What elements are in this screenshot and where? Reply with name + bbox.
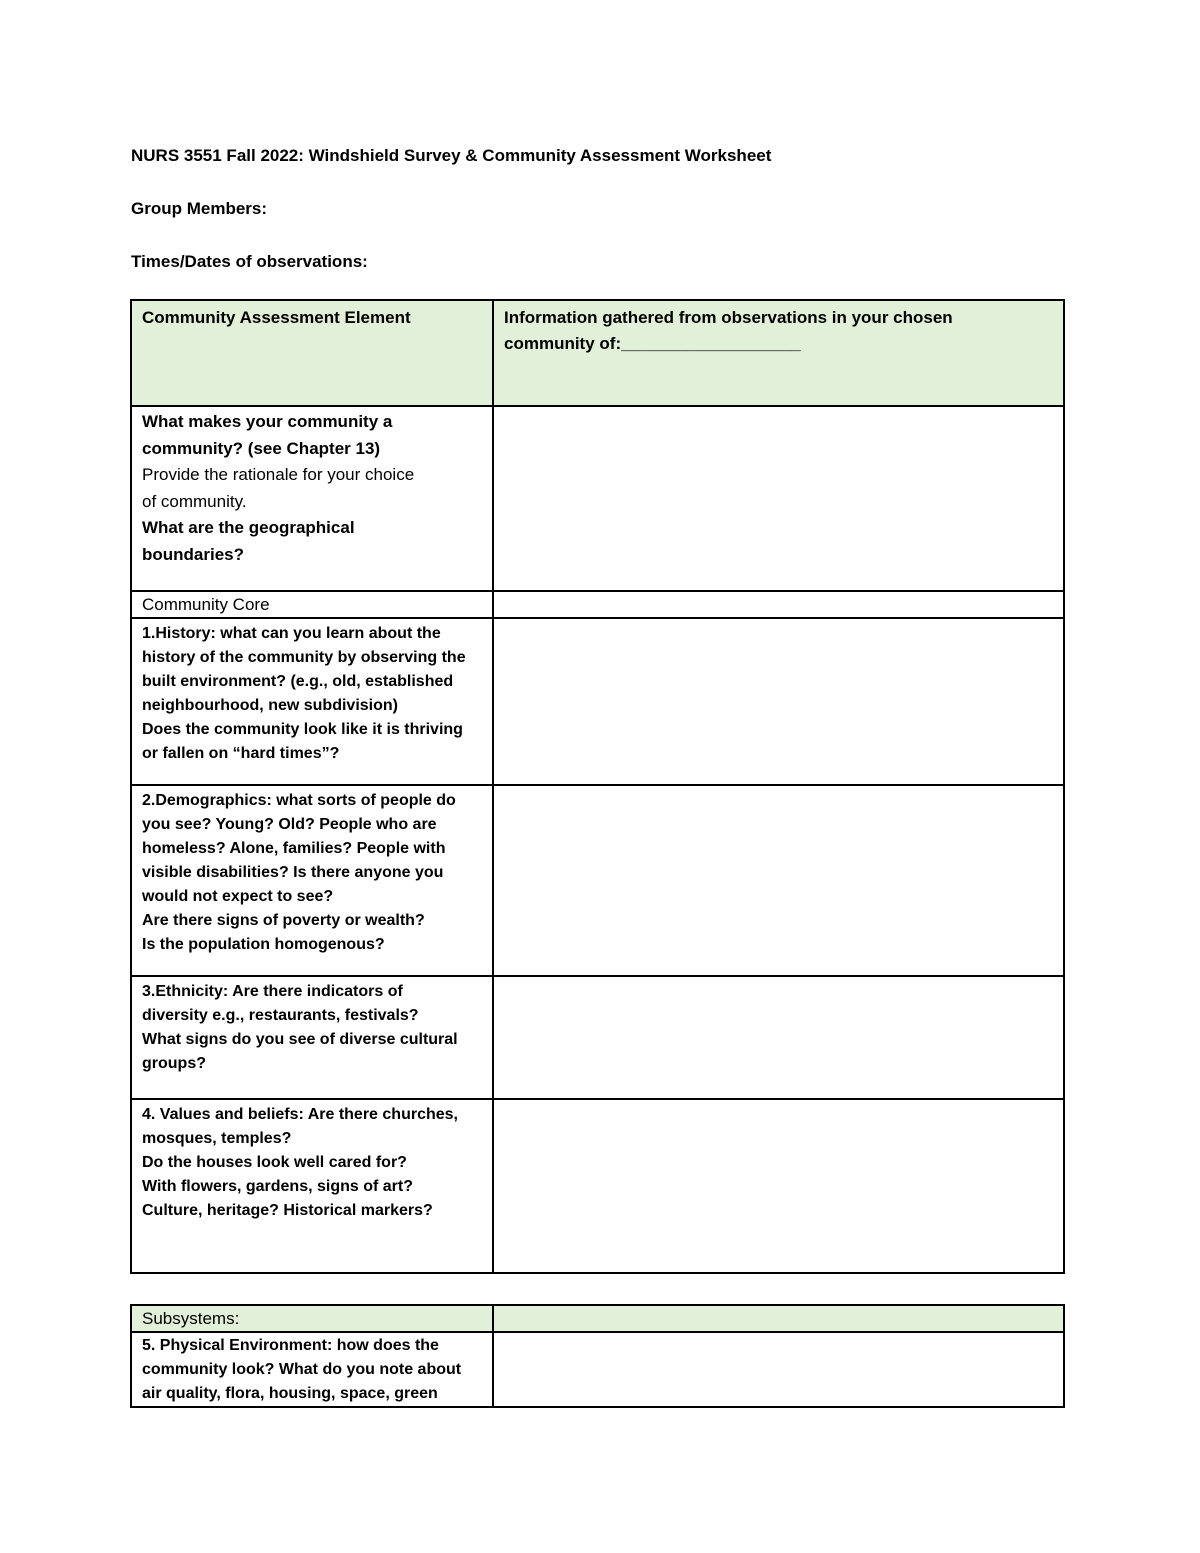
history-prompt-line4: neighbourhood, new subdivision) bbox=[142, 697, 398, 714]
values-prompt-cell bbox=[131, 1099, 493, 1273]
history-prompt-line3: built environment? (e.g., old, established bbox=[142, 673, 454, 690]
physical-prompt-line3: air quality, flora, housing, space, green bbox=[142, 1385, 438, 1402]
assessment-table bbox=[130, 299, 1065, 1274]
community-prompt-line6: boundaries? bbox=[142, 544, 245, 564]
community-prompt-line4: of community. bbox=[142, 491, 247, 511]
demographics-answer-cell[interactable] bbox=[493, 785, 1064, 976]
subsystems-label-cell bbox=[131, 1305, 493, 1332]
physical-prompt-line2: community look? What do you note about bbox=[142, 1361, 462, 1378]
times-dates-label: Times/Dates of observations: bbox=[131, 252, 368, 271]
table-header-row bbox=[131, 300, 1064, 406]
physical-prompt-cell bbox=[131, 1332, 493, 1407]
community-prompt-cell bbox=[131, 406, 493, 591]
demographics-prompt-line3: homeless? Alone, families? People with bbox=[142, 840, 446, 857]
header-information-line2: community of:___________________ bbox=[504, 334, 801, 353]
header-cell-information bbox=[493, 300, 1064, 406]
demographics-prompt-line2: you see? Young? Old? People who are bbox=[142, 816, 437, 833]
community-prompt-line5: What are the geographical bbox=[142, 518, 355, 537]
ethnicity-prompt-line4: groups? bbox=[142, 1055, 206, 1072]
table-row-values-beliefs bbox=[131, 1099, 1064, 1273]
ethnicity-answer-cell[interactable] bbox=[493, 976, 1064, 1099]
demographics-prompt-line7: Is the population homogenous? bbox=[142, 936, 385, 953]
header-element-label: Community Assessment Element bbox=[142, 308, 411, 327]
table-row-history bbox=[131, 618, 1064, 785]
ethnicity-prompt-line1: 3.Ethnicity: Are there indicators of bbox=[142, 983, 403, 1000]
values-prompt-line3: Do the houses look well cared for? bbox=[142, 1154, 407, 1171]
group-members-label: Group Members: bbox=[131, 199, 268, 218]
values-prompt-line1: 4. Values and beliefs: Are there churches, bbox=[142, 1106, 458, 1123]
community-prompt-line2: community? (see Chapter 13) bbox=[142, 438, 381, 458]
subsystems-table bbox=[130, 1304, 1065, 1408]
values-prompt-line4: With flowers, gardens, signs of art? bbox=[142, 1178, 413, 1195]
history-answer-cell[interactable] bbox=[493, 618, 1064, 785]
table-row-ethnicity bbox=[131, 976, 1064, 1099]
demographics-prompt-line4: visible disabilities? Is there anyone you bbox=[142, 864, 444, 881]
demographics-prompt-cell bbox=[131, 785, 493, 976]
table-row-community bbox=[131, 406, 1064, 591]
document-title: NURS 3551 Fall 2022: Windshield Survey & Community Assessment Worksheet bbox=[131, 146, 772, 165]
community-core-label: Community Core bbox=[142, 595, 270, 614]
subsystems-header-blank-cell bbox=[493, 1305, 1064, 1332]
values-answer-cell[interactable] bbox=[493, 1099, 1064, 1273]
history-prompt-line2: history of the community by observing the bbox=[142, 649, 466, 666]
community-prompt-line3: Provide the rationale for your choice bbox=[142, 465, 415, 484]
header-cell-element bbox=[131, 300, 493, 406]
history-prompt-cell bbox=[131, 618, 493, 785]
community-core-cell bbox=[131, 591, 493, 618]
subsystems-label: Subsystems: bbox=[142, 1309, 240, 1328]
header-information-line1: Information gathered from observations in your chosen bbox=[504, 308, 953, 327]
demographics-prompt-line1: 2.Demographics: what sorts of people do bbox=[142, 792, 456, 809]
demographics-prompt-line5: would not expect to see? bbox=[142, 888, 334, 905]
ethnicity-prompt-cell bbox=[131, 976, 493, 1099]
table-row-community-core bbox=[131, 591, 1064, 618]
history-prompt-line6: or fallen on “hard times”? bbox=[142, 745, 340, 762]
physical-answer-cell[interactable] bbox=[493, 1332, 1064, 1407]
ethnicity-prompt-line2: diversity e.g., restaurants, festivals? bbox=[142, 1007, 419, 1024]
community-answer-cell[interactable] bbox=[493, 406, 1064, 591]
demographics-prompt-line6: Are there signs of poverty or wealth? bbox=[142, 912, 425, 929]
values-prompt-line5: Culture, heritage? Historical markers? bbox=[142, 1202, 433, 1219]
history-prompt-line1: 1.History: what can you learn about the bbox=[142, 625, 441, 642]
physical-prompt-line1: 5. Physical Environment: how does the bbox=[142, 1337, 439, 1354]
values-prompt-line2: mosques, temples? bbox=[142, 1130, 292, 1147]
community-prompt-line1: What makes your community a bbox=[142, 412, 393, 431]
community-core-answer-cell[interactable] bbox=[493, 591, 1064, 618]
table-row-physical-environment bbox=[131, 1332, 1064, 1407]
history-prompt-line5: Does the community look like it is thriving bbox=[142, 721, 463, 738]
ethnicity-prompt-line3: What signs do you see of diverse cultural bbox=[142, 1031, 458, 1048]
table-row-demographics bbox=[131, 785, 1064, 976]
subsystems-header-row bbox=[131, 1305, 1064, 1332]
